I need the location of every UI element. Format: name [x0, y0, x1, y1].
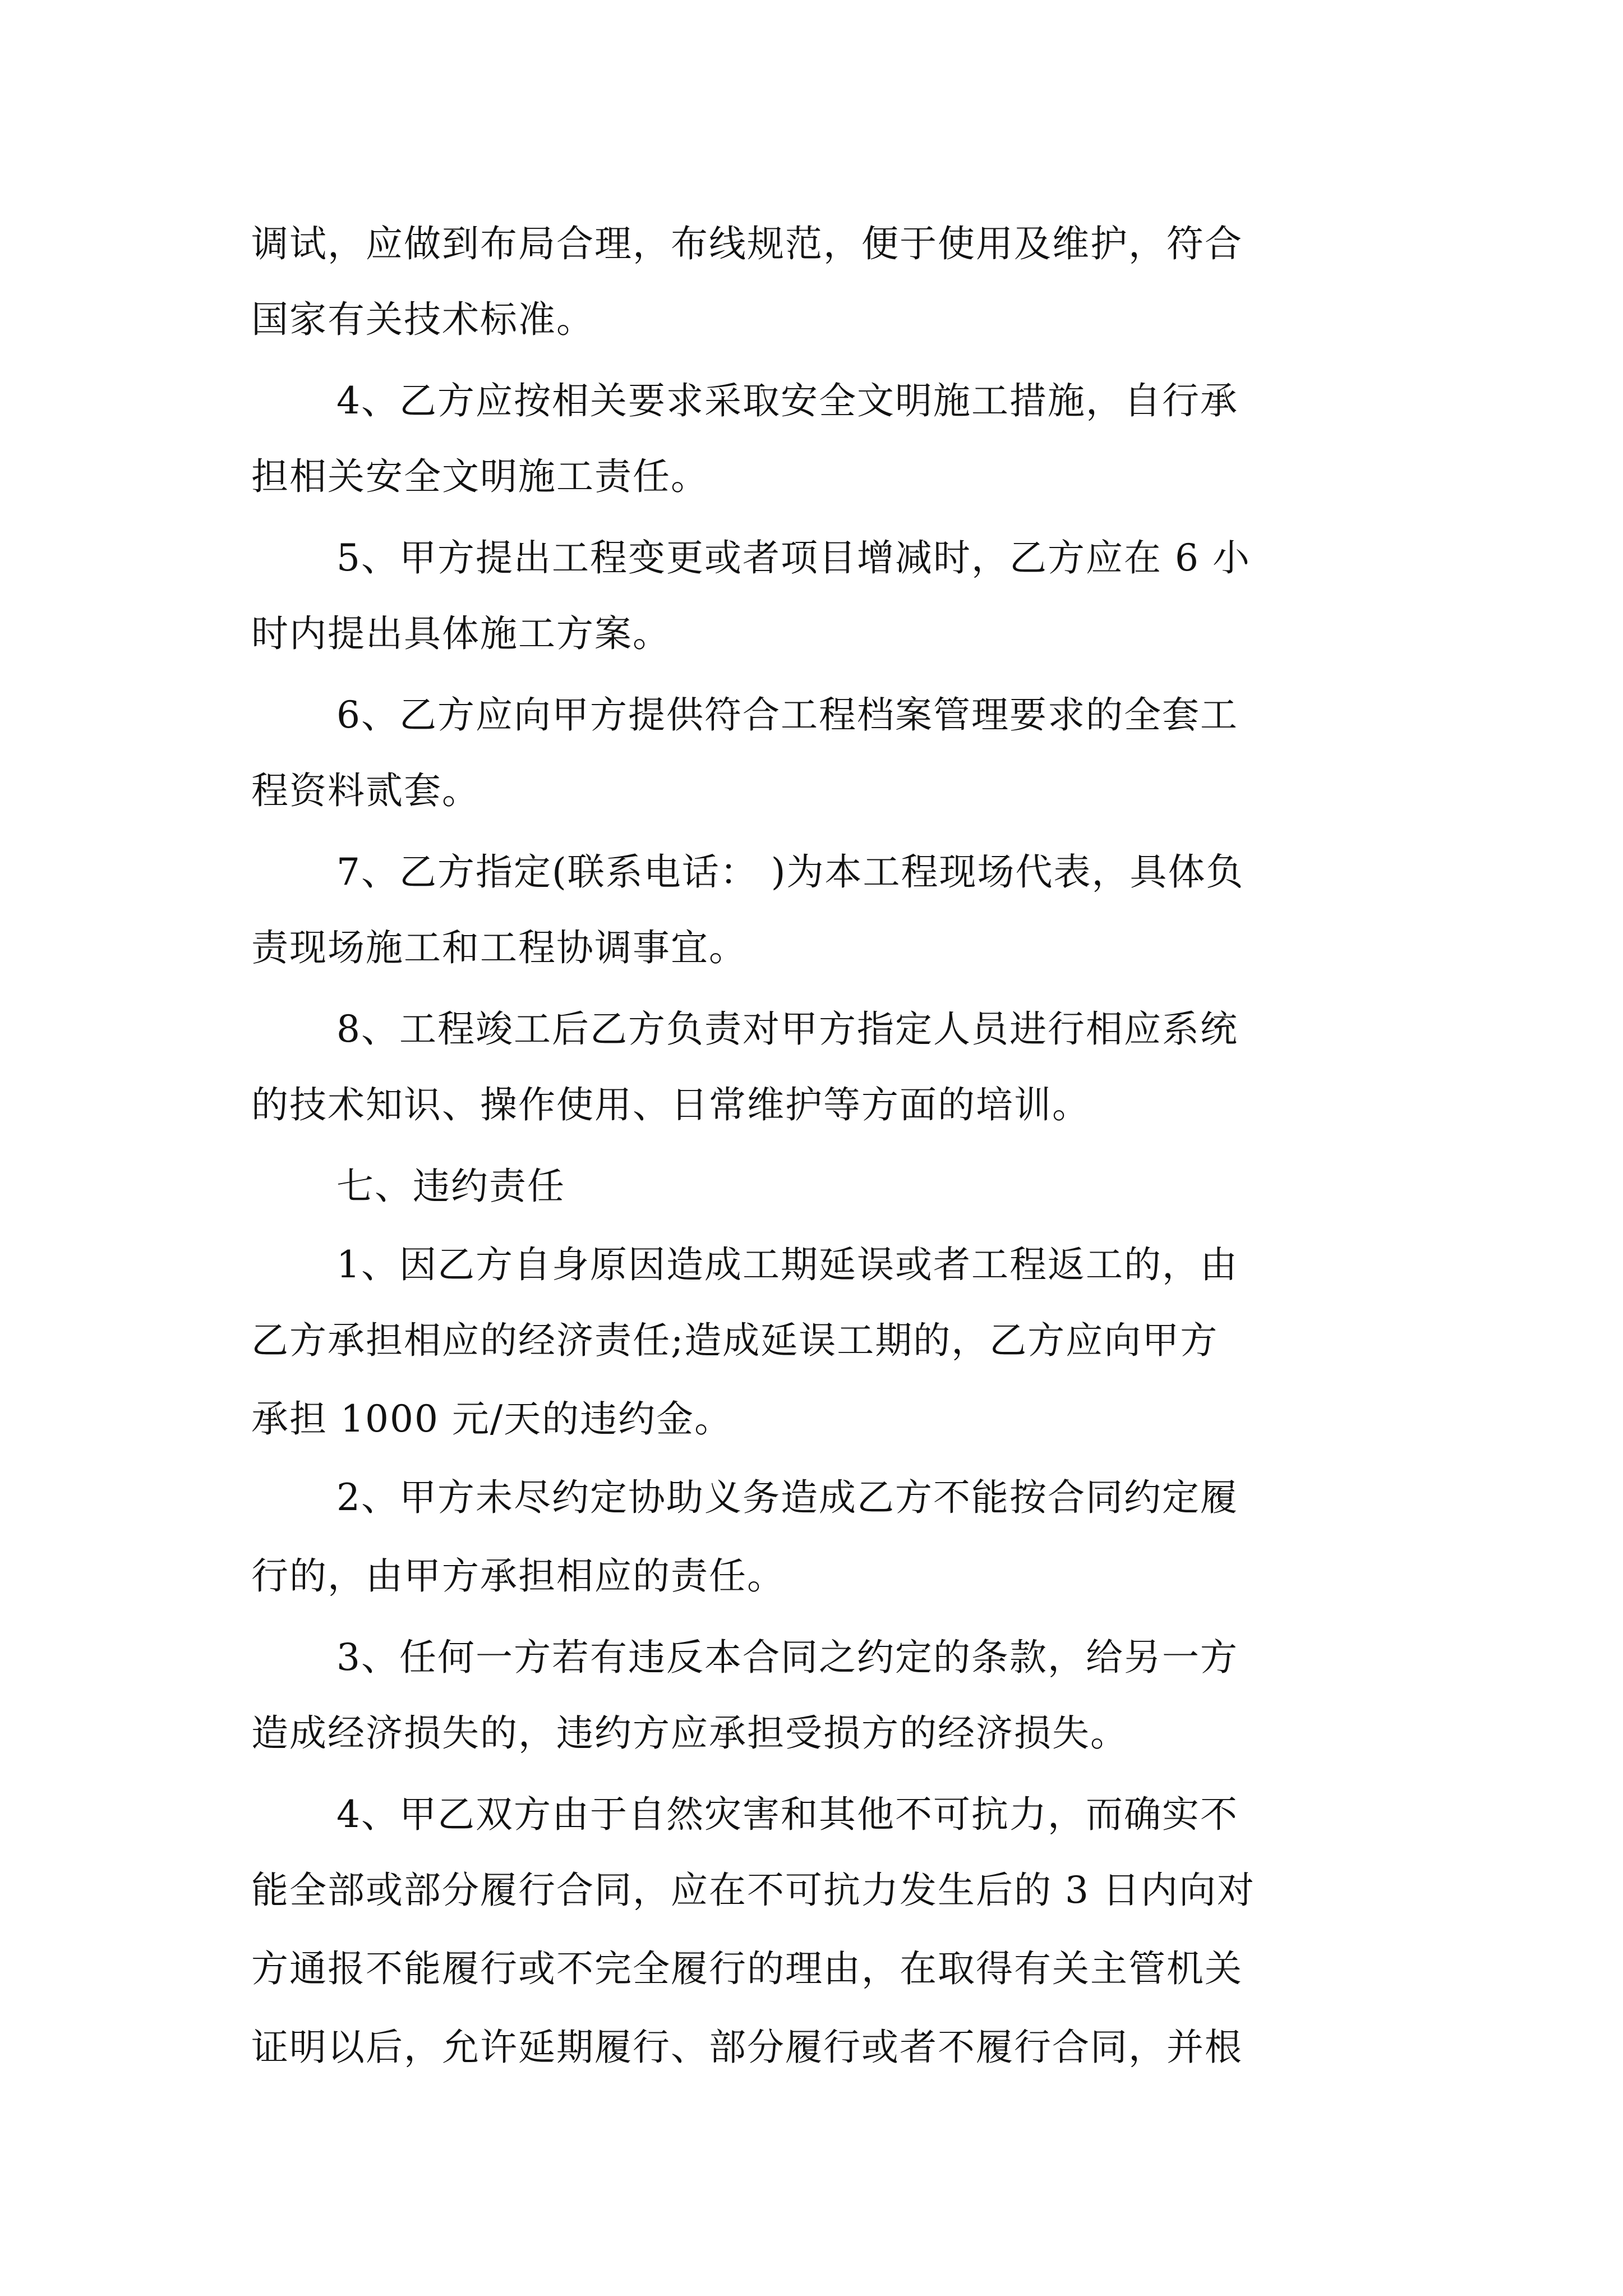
text-line: 6、乙方应向甲方提供符合工程档案管理要求的全套工 [336, 693, 1238, 737]
text-line: 能全部或部分履行合同，应在不可抗力发生后的 3 日内向对 [251, 1869, 1255, 1912]
text-line: 国家有关技术标准。 [251, 298, 594, 341]
text-line: 责现场施工和工程协调事宜。 [251, 926, 747, 969]
text-line: 证明以后，允许延期履行、部分履行或者不履行合同，并根 [251, 2026, 1243, 2069]
section-heading: 七、违约责任 [336, 1165, 565, 1208]
text-line: 造成经济损失的，违约方应承担受损方的经济损失。 [251, 1711, 1128, 1755]
text-line: 1、因乙方自身原因造成工期延误或者工程返工的，由 [336, 1243, 1238, 1286]
text-line: 方通报不能履行或不完全履行的理由，在取得有关主管机关 [251, 1947, 1243, 1990]
text-line: 承担 1000 元/天的违约金。 [251, 1397, 733, 1441]
text-line: 3、任何一方若有违反本合同之约定的条款，给另一方 [336, 1636, 1238, 1679]
text-line: 行的，由甲方承担相应的责任。 [251, 1554, 785, 1598]
text-line: 程资料贰套。 [251, 769, 480, 812]
text-line: 4、乙方应按相关要求采取安全文明施工措施，自行承 [336, 379, 1238, 422]
text-line: 4、甲乙双方由于自然灾害和其他不可抗力，而确实不 [336, 1793, 1238, 1836]
text-line: 时内提出具体施工方案。 [251, 612, 671, 655]
text-line: 乙方承担相应的经济责任;造成延误工期的，乙方应向甲方 [251, 1319, 1219, 1362]
text-line: 担相关安全文明施工责任。 [251, 455, 709, 498]
text-line: 8、工程竣工后乙方负责对甲方指定人员进行相应系统 [336, 1007, 1238, 1051]
text-line: 2、甲方未尽约定协助义务造成乙方不能按合同约定履 [336, 1476, 1238, 1519]
text-line: 5、甲方提出工程变更或者项目增减时，乙方应在 6 小 [336, 536, 1251, 579]
text-line: 的技术知识、操作使用、日常维护等方面的培训。 [251, 1083, 1090, 1126]
text-line: 调试，应做到布局合理，布线规范，便于使用及维护，符合 [251, 222, 1243, 265]
text-line: 7、乙方指定(联系电话： )为本工程现场代表，具体负 [336, 850, 1244, 894]
